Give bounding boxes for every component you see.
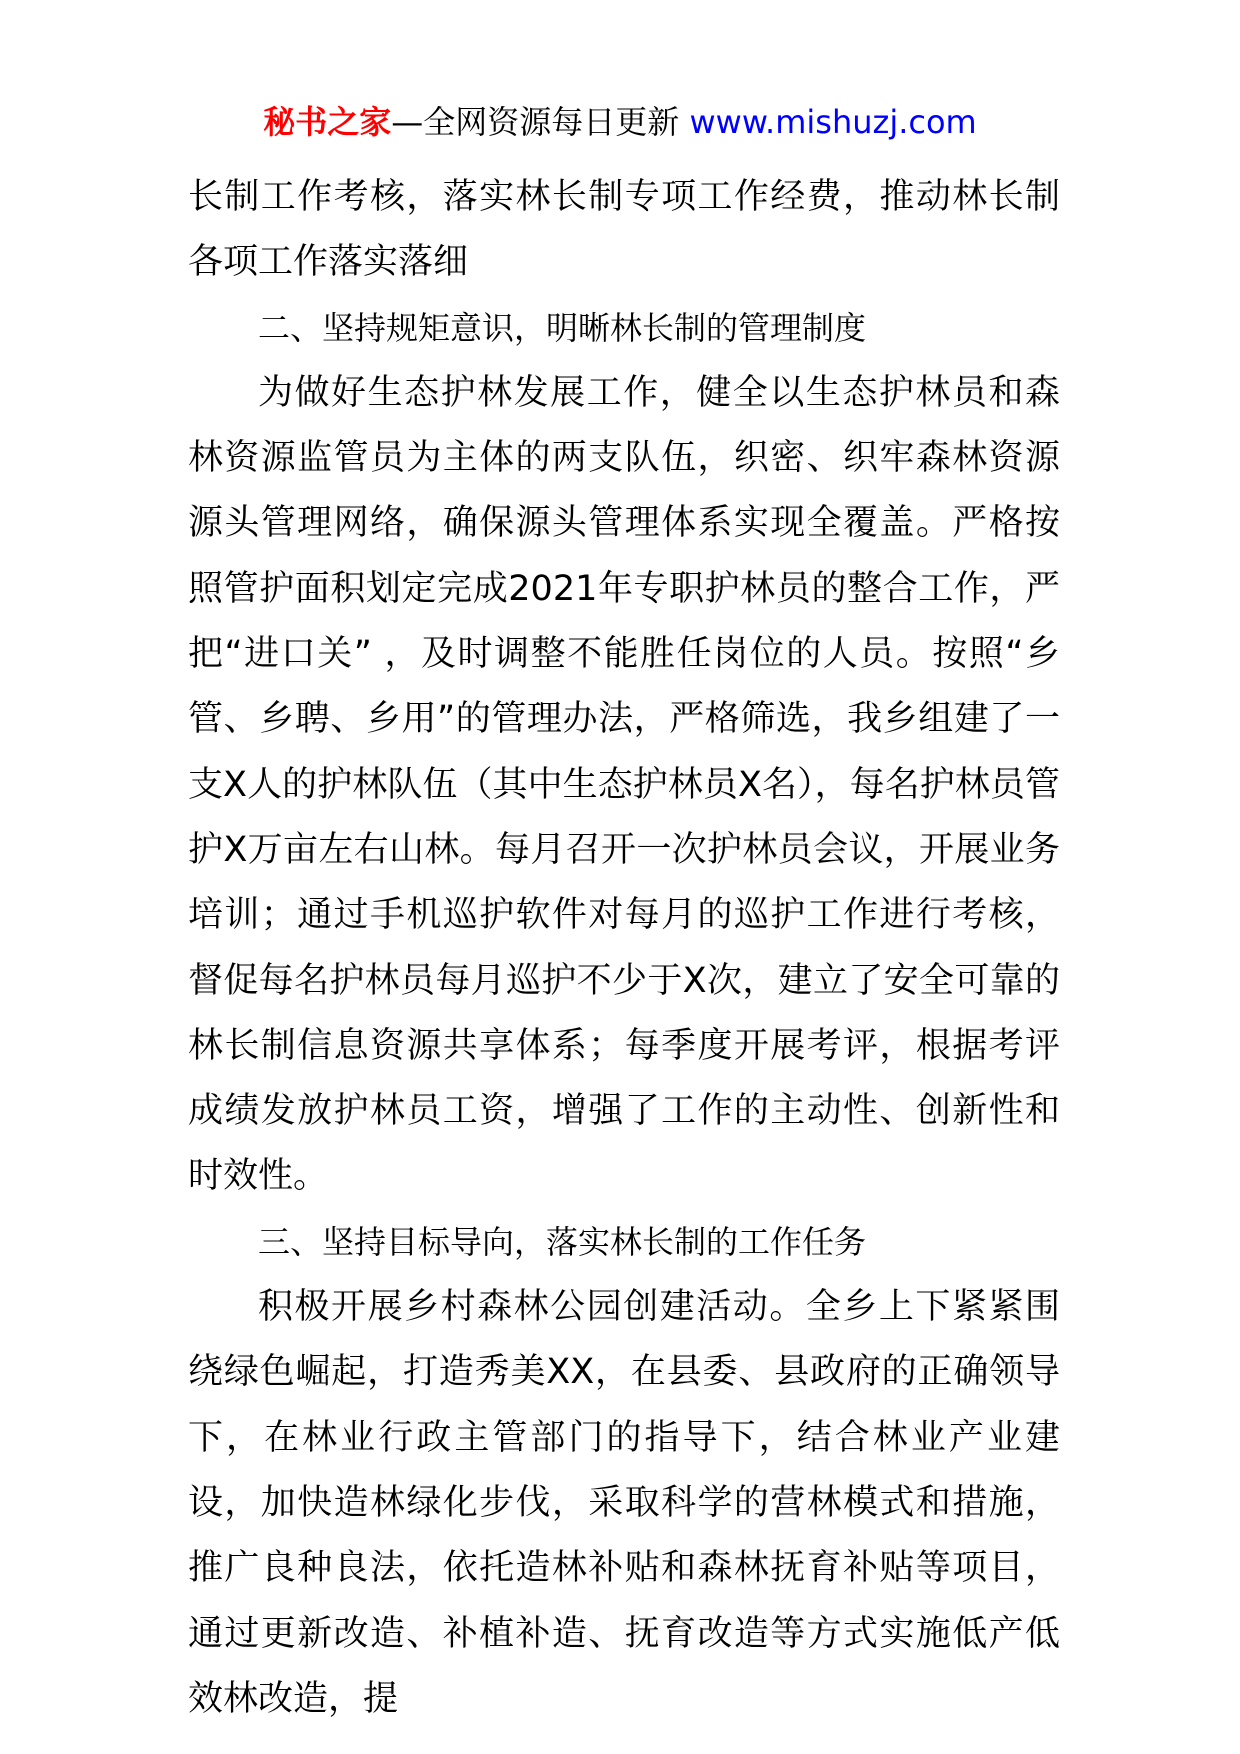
site-tagline: —全网资源每日更新 <box>391 103 680 141</box>
section-heading-3: 三、坚持目标导向，落实林长制的工作任务 <box>258 1222 867 1261</box>
section-paragraph-3: 积极开展乡村森林公园创建活动。全乡上下紧紧围绕绿色崛起，打造秀美XX，在县委、县政府的正确领导下，在林业行政主管部门的指导下，结合林业产业建设，加快造林绿化步伐，采取科学的营林模式和措施，推广良种良法，依托造林补贴和森林抚育补贴等项目，通过更新改造、补植补造、抚育改造等方式实施低产低效林改造，提 <box>188 1287 1060 1719</box>
site-header <box>0 96 1240 148</box>
section-heading-2: 二、坚持规矩意识，明晰林长制的管理制度 <box>258 308 867 347</box>
continuation-paragraph: 长制工作考核，落实林长制专项工作经费，推动林长制各项工作落实落细 <box>188 177 1060 283</box>
site-brand[interactable]: 秘书之家 <box>263 103 392 141</box>
site-url-link[interactable]: www.mishuzj.com <box>689 103 977 141</box>
section-paragraph-2: 为做好生态护林发展工作，健全以生态护林员和森林资源监管员为主体的两支队伍，织密、织牢森林资源源头管理网络，确保源头管理体系实现全覆盖。严格按照管护面积划定完成2021年专职护林员的整合工作，严把“进口关” ，及时调整不能胜任岗位的人员。按照“乡管、乡聘、乡用”的管理办法，严格筛选，我乡组建了一支X人的护林队伍（其中生态护林员X名），每名护林员管护X万亩左右山林。每月召开一次护林员会议，开展业务培训；通过手机巡护软件对每月的巡护工作进行考核，督促每名护林员每月巡护不少于X次，建立了安全可靠的林长制信息资源共享体系；每季度开展考评，根据考评成绩发放护林员工资，增强了工作的主动性、创新性和时效性。 <box>188 372 1060 1197</box>
document-body <box>188 165 1060 1732</box>
